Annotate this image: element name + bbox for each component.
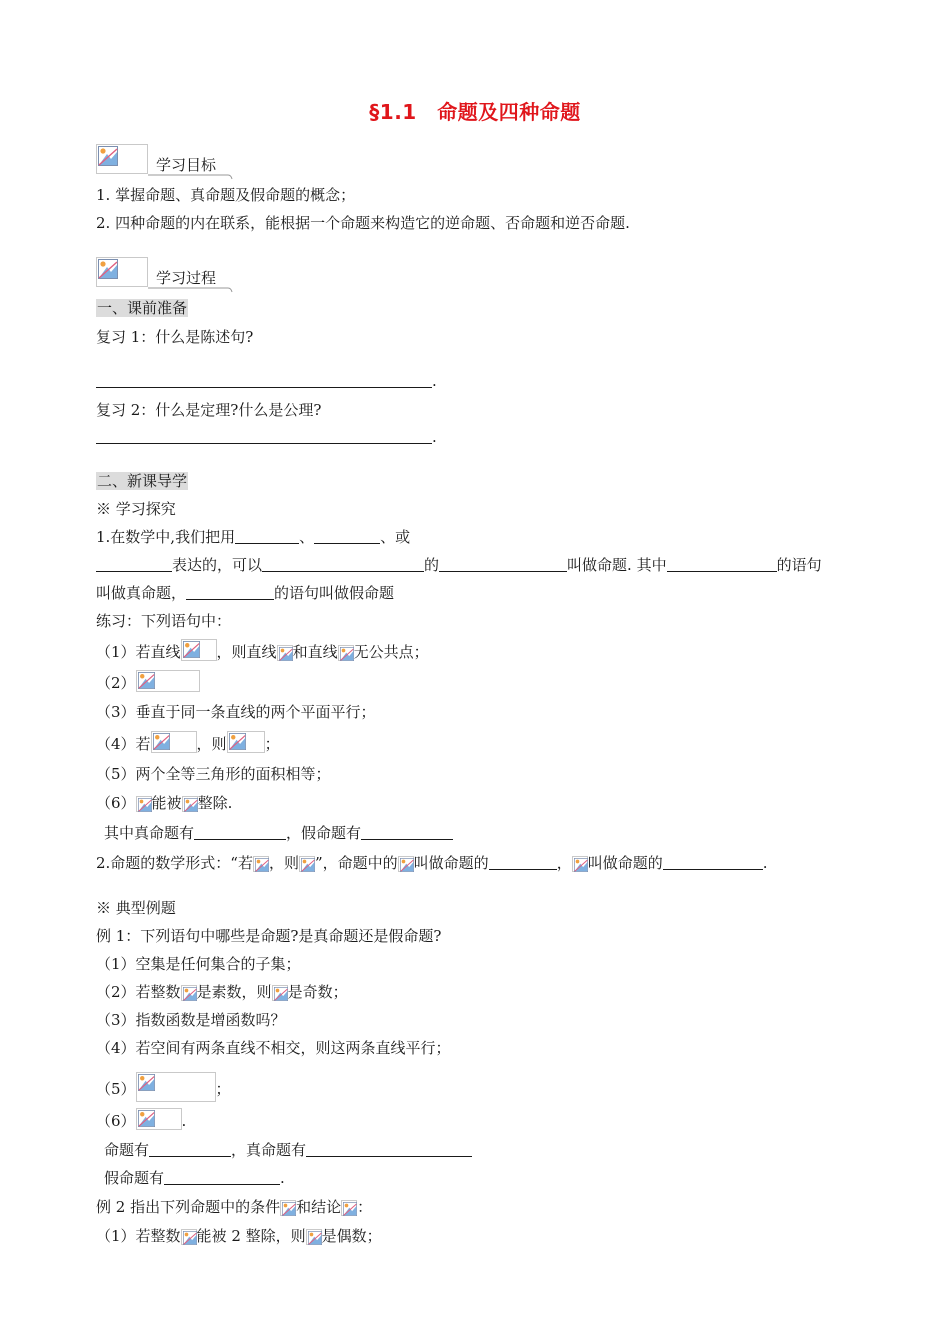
formula-image: [338, 645, 354, 661]
practice-item: （5）两个全等三角形的面积相等；: [96, 765, 331, 783]
fill-blank[interactable]: [96, 555, 172, 572]
question-line: 表达的，可以 的 叫做命题. 其中 的语句: [96, 554, 822, 576]
formula-image: [280, 1200, 296, 1216]
formula-image: [181, 639, 217, 661]
fill-blank[interactable]: [489, 853, 557, 870]
formula-image: [182, 796, 198, 812]
practice-item: （2）: [96, 670, 200, 694]
example-item: （3）指数函数是增函数吗？: [96, 1011, 286, 1029]
question-line: 叫做真命题， 的语句叫做假命题: [96, 584, 395, 602]
question-line: 1.在数学中,我们把用 、 、或: [96, 528, 411, 546]
formula-image: [136, 670, 200, 692]
process-heading: [96, 257, 236, 293]
goals-heading-text: 学习目标: [156, 156, 217, 174]
fill-blank[interactable]: [194, 823, 286, 840]
example-item: （4）若空间有两条直线不相交，则这两条直线平行；: [96, 1039, 451, 1057]
fill-blank[interactable]: [164, 1168, 280, 1185]
formula-image: [277, 645, 293, 661]
example-item: （1）空集是任何集合的子集；: [96, 955, 301, 973]
fill-blank[interactable]: [186, 583, 274, 600]
formula-image: [181, 985, 197, 1001]
review-question: 复习 1：什么是陈述句?: [96, 328, 254, 346]
formula-image: [572, 856, 588, 872]
formula-image: [227, 731, 265, 753]
image-placeholder-icon: [96, 144, 148, 174]
example-answer: 假命题有 .: [104, 1169, 285, 1187]
example-item: （5） ；: [96, 1072, 231, 1102]
practice-answer: 其中真命题有 ，假命题有: [104, 822, 453, 844]
example-answer: 命题有 ，真命题有: [104, 1139, 472, 1161]
practice-item: （4）若 ，则 ；: [96, 731, 280, 755]
formula-image: [136, 1072, 216, 1102]
example-item: （6） .: [96, 1108, 186, 1132]
section-title: 二、新课导学: [97, 472, 188, 490]
question-line: 2.命题的数学形式：“若 ，则 ”，命题中的 叫做命题的 ， 叫做命题的 .: [96, 854, 768, 872]
formula-image: [136, 796, 152, 812]
subsection-title: ※ 典型例题: [96, 899, 176, 917]
example-item: （2）若整数 是素数，则 是奇数；: [96, 983, 348, 1001]
fill-blank[interactable]: [361, 823, 453, 840]
answer-blank[interactable]: [96, 371, 432, 388]
fill-blank[interactable]: [235, 527, 299, 544]
fill-blank[interactable]: [149, 1140, 231, 1157]
image-placeholder-icon: [96, 257, 148, 287]
formula-image: [181, 1229, 197, 1245]
formula-image: [151, 731, 197, 753]
fill-blank[interactable]: [262, 555, 424, 572]
fill-blank[interactable]: [667, 555, 777, 572]
formula-image: [341, 1200, 357, 1216]
formula-image: [306, 1229, 322, 1245]
formula-image: [136, 1108, 182, 1130]
practice-item: （1）若直线 ，则直线 和直线 无公共点；: [96, 639, 429, 663]
formula-image: [253, 856, 269, 872]
fill-blank[interactable]: [306, 1140, 472, 1157]
subsection-title: ※ 学习探究: [96, 500, 176, 518]
example-title: 例 1：下列语句中哪些是命题?是真命题还是假命题?: [96, 927, 442, 945]
example-item: （1）若整数 能被 2 整除，则 是偶数；: [96, 1227, 382, 1245]
formula-image: [398, 856, 414, 872]
fill-blank[interactable]: [439, 555, 567, 572]
answer-line: .: [96, 370, 437, 392]
review-question: 复习 2：什么是定理?什么是公理?: [96, 401, 322, 419]
fill-blank[interactable]: [663, 853, 763, 870]
heading-underline: [148, 174, 234, 180]
formula-image: [272, 985, 288, 1001]
formula-image: [299, 856, 315, 872]
heading-underline: [148, 287, 234, 293]
goal-item: 1. 掌握命题、真命题及假命题的概念；: [96, 186, 356, 204]
answer-line: .: [96, 426, 437, 448]
practice-item: （6） 能被 整除.: [96, 794, 233, 812]
fill-blank[interactable]: [314, 527, 380, 544]
example-title: 例 2 指出下列命题中的条件 和结论 ：: [96, 1198, 373, 1216]
page-title: §1.1 命题及四种命题: [369, 100, 581, 124]
practice-item: （3）垂直于同一条直线的两个平面平行；: [96, 703, 376, 721]
goal-item: 2. 四种命题的内在联系，能根据一个命题来构造它的逆命题、否命题和逆否命题.: [96, 214, 630, 232]
section-title: 一、课前准备: [97, 299, 188, 317]
practice-title: 练习：下列语句中：: [96, 612, 232, 630]
goals-heading: [96, 144, 236, 180]
process-heading-text: 学习过程: [156, 269, 217, 287]
answer-blank[interactable]: [96, 427, 432, 444]
